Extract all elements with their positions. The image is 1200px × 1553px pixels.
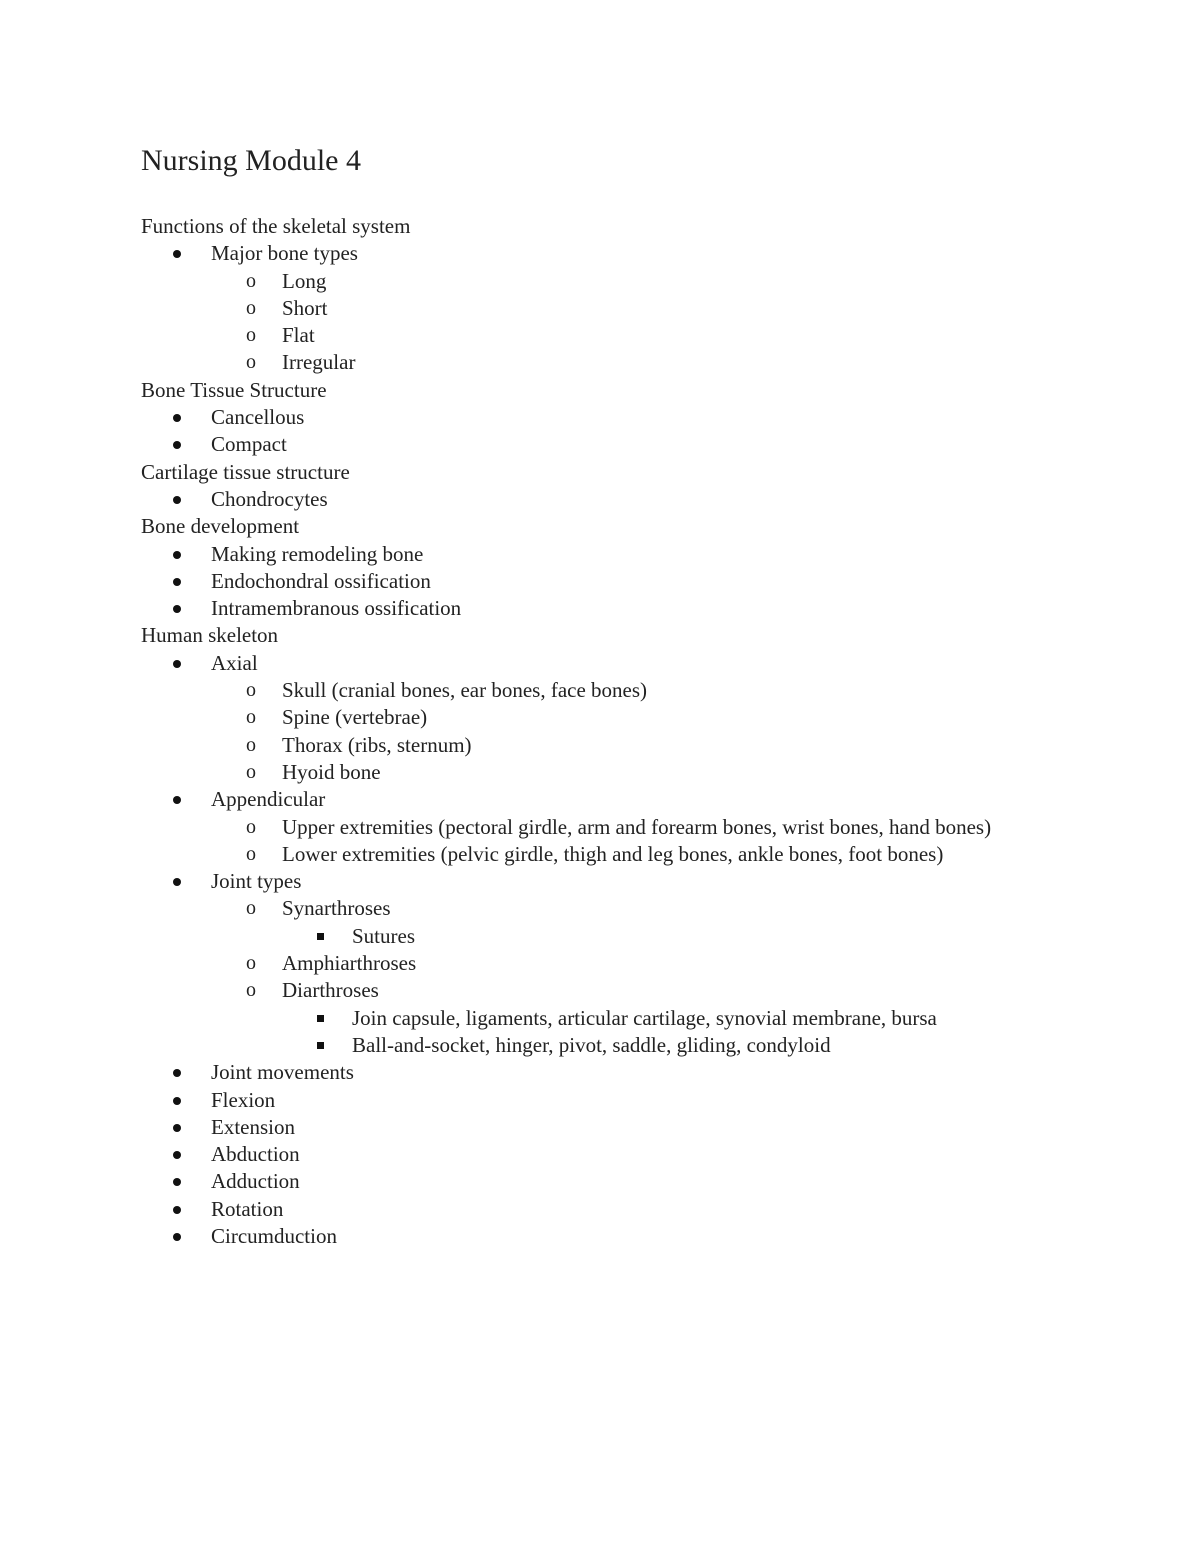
list-item-text: Long — [282, 268, 327, 293]
list-item-text: Chondrocytes — [211, 486, 328, 511]
list-item-text: Joint movements — [211, 1060, 354, 1085]
list-item-text: Spine (vertebrae) — [282, 705, 428, 730]
list-item — [141, 268, 1041, 295]
bullet-dot-icon — [173, 1233, 181, 1241]
bullet-dot-icon — [173, 250, 181, 258]
list-item-text: Sutures — [352, 923, 415, 948]
bullet-dot-icon — [173, 1178, 181, 1186]
bullet-dot-icon — [173, 878, 181, 886]
list-item — [141, 1168, 1041, 1195]
section-heading — [141, 622, 1041, 649]
section-heading — [141, 459, 1041, 486]
list-item-text: Abduction — [211, 1142, 300, 1167]
bullet-dot-icon — [173, 660, 181, 668]
list-item — [141, 977, 1041, 1004]
list-item — [141, 786, 1041, 813]
bullet-dot-icon — [173, 496, 181, 504]
list-item-text: Irregular — [282, 350, 356, 375]
list-item — [141, 595, 1041, 622]
bullet-circle-icon: o — [246, 733, 256, 756]
list-item-text: Endochondral ossification — [211, 568, 431, 593]
list-item-text: Thorax (ribs, sternum) — [282, 732, 472, 757]
bullet-circle-icon: o — [246, 952, 256, 975]
list-item-text: Joint types — [211, 869, 302, 894]
list-item-text: Ball-and-socket, hinger, pivot, saddle, gliding, condyloid — [352, 1032, 831, 1057]
bullet-circle-icon: o — [246, 679, 256, 702]
bullet-dot-icon — [173, 1151, 181, 1159]
list-item — [141, 1196, 1041, 1223]
list-item — [141, 895, 1041, 922]
list-item-text: Compact — [211, 432, 287, 457]
bullet-circle-icon: o — [246, 815, 256, 838]
list-item — [141, 759, 1041, 786]
list-item — [141, 431, 1041, 458]
list-item-text: Extension — [211, 1114, 295, 1139]
section-heading-text: Cartilage tissue structure — [141, 459, 350, 484]
section-heading — [141, 513, 1041, 540]
bullet-circle-icon: o — [246, 269, 256, 292]
list-item — [141, 541, 1041, 568]
list-item — [141, 568, 1041, 595]
bullet-dot-icon — [173, 441, 181, 449]
list-item — [141, 868, 1041, 895]
bullet-circle-icon: o — [246, 979, 256, 1002]
list-item-text: Lower extremities (pelvic girdle, thigh and leg bones, ankle bones, foot bones) — [282, 841, 944, 866]
list-item — [141, 1114, 1041, 1141]
list-item-text: Diarthroses — [282, 978, 379, 1003]
list-item — [141, 349, 1041, 376]
list-item — [141, 295, 1041, 322]
list-item — [141, 650, 1041, 677]
bullet-dot-icon — [173, 1206, 181, 1214]
section-heading — [141, 377, 1041, 404]
bullet-square-icon — [317, 1042, 324, 1049]
bullet-circle-icon: o — [246, 897, 256, 920]
section-heading-text: Bone development — [141, 514, 300, 539]
list-item — [141, 1005, 1041, 1032]
bullet-dot-icon — [173, 414, 181, 422]
list-item-text: Intramembranous ossification — [211, 596, 462, 621]
bullet-square-icon — [317, 1015, 324, 1022]
outline-list — [141, 213, 1041, 1250]
list-item-text: Appendicular — [211, 787, 326, 812]
list-item-text: Major bone types — [211, 241, 358, 266]
list-item-text: Flat — [282, 323, 315, 348]
list-item-text: Cancellous — [211, 405, 305, 430]
list-item — [141, 1223, 1041, 1250]
bullet-dot-icon — [173, 578, 181, 586]
list-item-text: Hyoid bone — [282, 759, 381, 784]
section-heading-text: Bone Tissue Structure — [141, 377, 327, 402]
list-item-text: Flexion — [211, 1087, 276, 1112]
bullet-circle-icon: o — [246, 842, 256, 865]
list-item — [141, 404, 1041, 431]
list-item — [141, 677, 1041, 704]
bullet-dot-icon — [173, 796, 181, 804]
list-item — [141, 322, 1041, 349]
list-item — [141, 814, 1041, 841]
list-item — [141, 841, 1041, 868]
bullet-circle-icon: o — [246, 706, 256, 729]
list-item-text: Making remodeling bone — [211, 541, 424, 566]
list-item — [141, 950, 1041, 977]
bullet-circle-icon: o — [246, 760, 256, 783]
list-item — [141, 704, 1041, 731]
bullet-dot-icon — [173, 1124, 181, 1132]
bullet-dot-icon — [173, 1097, 181, 1105]
bullet-square-icon — [317, 933, 324, 940]
list-item — [141, 240, 1041, 267]
page-title: Nursing Module 4 — [141, 144, 361, 177]
section-heading-text: Human skeleton — [141, 623, 279, 648]
list-item — [141, 1087, 1041, 1114]
list-item-text: Circumduction — [211, 1223, 337, 1248]
list-item-text: Rotation — [211, 1196, 284, 1221]
list-item — [141, 732, 1041, 759]
list-item-text: Upper extremities (pectoral girdle, arm and forearm bones, wrist bones, hand bones) — [282, 814, 992, 839]
bullet-dot-icon — [173, 1069, 181, 1077]
bullet-dot-icon — [173, 551, 181, 559]
list-item-text: Join capsule, ligaments, articular cartilage, synovial membrane, bursa — [352, 1005, 937, 1030]
bullet-circle-icon: o — [246, 351, 256, 374]
bullet-circle-icon: o — [246, 324, 256, 347]
list-item — [141, 1059, 1041, 1086]
list-item-text: Adduction — [211, 1169, 300, 1194]
list-item-text: Amphiarthroses — [282, 951, 417, 976]
list-item-text: Axial — [211, 650, 258, 675]
list-item-text: Short — [282, 295, 328, 320]
list-item — [141, 1032, 1041, 1059]
list-item — [141, 1141, 1041, 1168]
section-heading-text: Functions of the skeletal system — [141, 214, 411, 238]
bullet-circle-icon: o — [246, 296, 256, 319]
section-heading — [141, 213, 1041, 240]
list-item — [141, 923, 1041, 950]
bullet-dot-icon — [173, 605, 181, 613]
list-item-text: Skull (cranial bones, ear bones, face bones) — [282, 678, 648, 703]
list-item — [141, 486, 1041, 513]
list-item-text: Synarthroses — [282, 896, 391, 921]
